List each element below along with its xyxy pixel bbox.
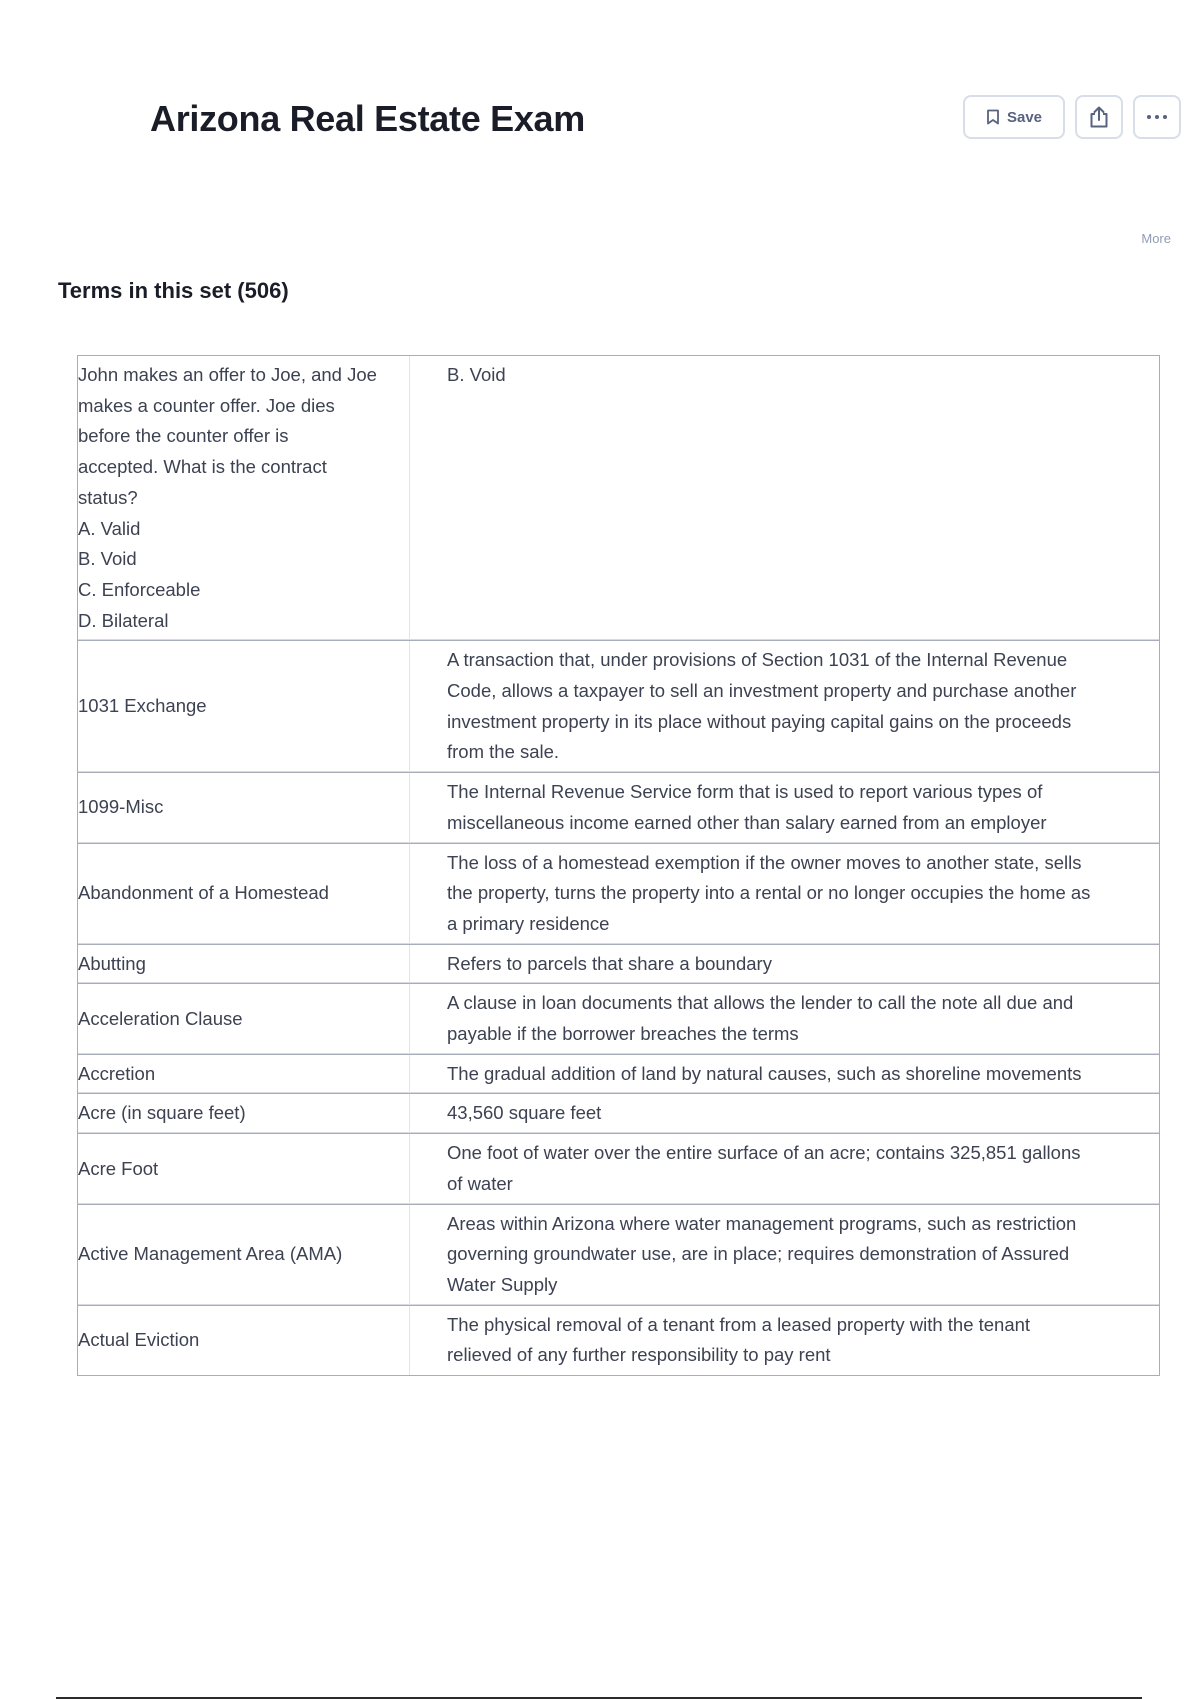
share-icon: [1088, 105, 1110, 129]
definition-text: B. Void: [447, 364, 506, 385]
page-title: Arizona Real Estate Exam: [150, 98, 585, 139]
term-row: [78, 1133, 1159, 1203]
term-cell: [78, 1306, 410, 1375]
term-cell: [78, 984, 410, 1053]
terms-heading: Terms in this set (506): [58, 278, 289, 303]
definition-text: Areas within Arizona where water management programs, such as restriction governing groundwater use, are in place; requires demonstration of Assured Water Supply: [447, 1212, 1077, 1295]
definition-text: The loss of a homestead exemption if the owner moves to another state, sells the property, turns the property into a rental or no longer occupies the home as a primary residence: [447, 851, 1091, 934]
definition-text: The Internal Revenue Service form that is used to report various types of miscellaneous income earned other than salary earned from an employer: [447, 781, 1047, 833]
more-options-button[interactable]: [1133, 95, 1181, 139]
save-button-label: Save: [1006, 108, 1043, 126]
term-text: 1031 Exchange: [78, 695, 207, 717]
term-text: Acre (in square feet): [78, 1102, 246, 1124]
term-cell: [78, 1205, 410, 1305]
terms-table: [77, 355, 1160, 1376]
term-row: [78, 983, 1159, 1053]
term-cell: [78, 773, 410, 842]
term-row: [78, 640, 1159, 772]
save-button[interactable]: [963, 95, 1065, 139]
term-cell: [78, 1094, 410, 1133]
definition-text: A transaction that, under provisions of Section 1031 of the Internal Revenue Code, allows a taxpayer to sell an investment property and purchase another investment property in its place without paying capital gains on the proceeds from the sale.: [447, 649, 1077, 763]
definition-text: One foot of water over the entire surface of an acre; contains 325,851 gallons of water: [447, 1142, 1081, 1194]
term-row: [78, 356, 1159, 640]
term-cell: [78, 945, 410, 984]
term-text: Acre Foot: [78, 1157, 159, 1179]
term-row: [78, 1305, 1159, 1375]
ellipsis-icon: [1146, 114, 1168, 120]
term-cell: [78, 356, 410, 640]
term-text: Abandonment of a Homestead: [78, 882, 329, 904]
term-row: [78, 843, 1159, 944]
term-text: Actual Eviction: [78, 1329, 200, 1351]
more-link[interactable]: More: [1141, 231, 1171, 246]
term-row: [78, 944, 1159, 984]
definition-text: A clause in loan documents that allows the lender to call the note all due and payable if the borrower breaches the terms: [447, 992, 1074, 1045]
bottom-divider: [56, 1697, 1142, 1699]
definition-text: Refers to parcels that share a boundary: [447, 952, 772, 974]
header-actions: [963, 95, 1181, 139]
definition-text: The gradual addition of land by natural causes, such as shoreline movements: [447, 1062, 1082, 1084]
term-row: [78, 1204, 1159, 1305]
term-text: John makes an offer to Joe, and Joe makes a counter offer. Joe dies before the counter offer is accepted. What is the contract status? A. Valid B. Void C. Enforceable D. Bilateral: [78, 364, 377, 631]
term-cell: [78, 1055, 410, 1094]
term-row: [78, 772, 1159, 842]
term-text: Acceleration Clause: [78, 1007, 243, 1029]
term-text: Accretion: [78, 1062, 156, 1084]
share-button[interactable]: [1075, 95, 1123, 139]
term-text: Active Management Area (AMA): [78, 1243, 343, 1265]
term-cell: [78, 1134, 410, 1203]
definition-text: 43,560 square feet: [447, 1102, 602, 1124]
term-text: 1099-Misc: [78, 796, 164, 818]
term-cell: [78, 641, 410, 772]
term-row: [78, 1054, 1159, 1094]
term-text: Abutting: [78, 952, 146, 974]
bookmark-icon: [986, 109, 1000, 125]
definition-text: The physical removal of a tenant from a leased property with the tenant relieved of any further responsibility to pay rent: [447, 1313, 1031, 1366]
term-cell: [78, 844, 410, 944]
term-row: [78, 1093, 1159, 1133]
